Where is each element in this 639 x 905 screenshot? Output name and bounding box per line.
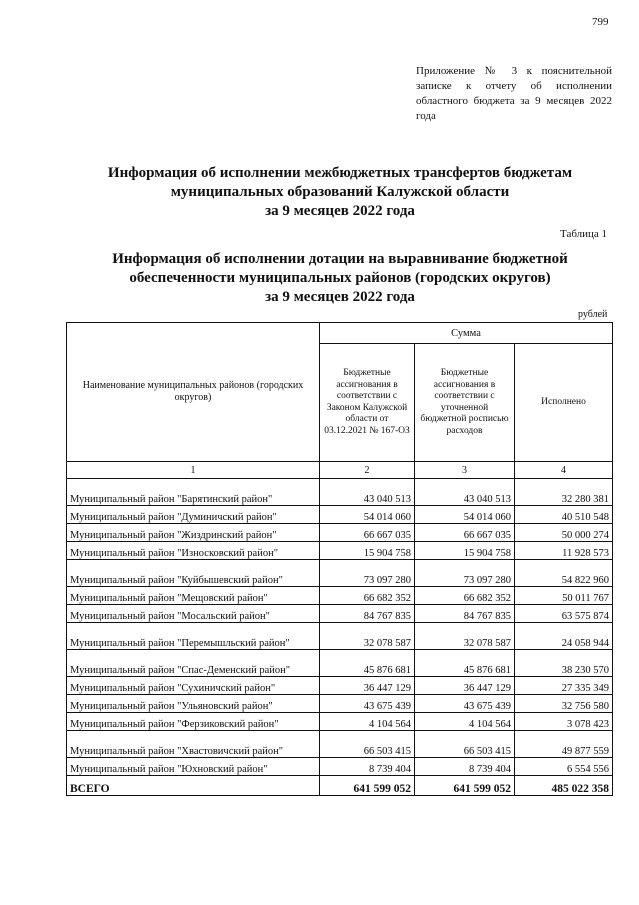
- executed-value: 63 575 874: [515, 605, 613, 623]
- table-row: [67, 479, 613, 506]
- table-row: [67, 524, 613, 542]
- column-number-3: 3: [415, 462, 515, 479]
- revised-allocation-value: 54 014 060: [415, 506, 515, 524]
- district-name: Муниципальный район "Износковский район": [67, 542, 320, 560]
- subtitle-line-3: за 9 месяцев 2022 года: [265, 289, 415, 305]
- executed-value: 24 058 944: [515, 623, 613, 650]
- district-name: Муниципальный район "Хвастовичский район": [67, 731, 320, 758]
- total-executed: 485 022 358: [515, 776, 613, 796]
- revised-allocation-value: 43 675 439: [415, 695, 515, 713]
- table-row: [67, 758, 613, 776]
- law-allocation-value: 4 104 564: [320, 713, 415, 731]
- district-name: Муниципальный район "Спас-Деменский район": [67, 650, 320, 677]
- district-name: Муниципальный район "Барятинский район": [67, 479, 320, 506]
- law-allocation-value: 43 675 439: [320, 695, 415, 713]
- district-name: Муниципальный район "Перемышльский район": [67, 623, 320, 650]
- header-executed: Исполнено: [515, 344, 613, 462]
- revised-allocation-value: 32 078 587: [415, 623, 515, 650]
- revised-allocation-value: 43 040 513: [415, 479, 515, 506]
- district-name: Муниципальный район "Мосальский район": [67, 605, 320, 623]
- header-revised-allocations: Бюджетные ассигнования в соответствии с уточненной бюджетной росписью расходов: [415, 344, 515, 462]
- page-number: 799: [592, 16, 609, 28]
- executed-value: 50 000 274: [515, 524, 613, 542]
- law-allocation-value: 54 014 060: [320, 506, 415, 524]
- column-number-2: 2: [320, 462, 415, 479]
- district-name: Муниципальный район "Куйбышевский район": [67, 560, 320, 587]
- district-name: Муниципальный район "Сухиничский район": [67, 677, 320, 695]
- district-name: Муниципальный район "Жиздринский район": [67, 524, 320, 542]
- law-allocation-value: 43 040 513: [320, 479, 415, 506]
- executed-value: 49 877 559: [515, 731, 613, 758]
- table-title: [40, 250, 639, 307]
- title-line-2: муниципальных образований Калужской области: [170, 184, 510, 200]
- table-row: [67, 677, 613, 695]
- total-revised-allocation: 641 599 052: [415, 776, 515, 796]
- table-row: [67, 623, 613, 650]
- law-allocation-value: 32 078 587: [320, 623, 415, 650]
- executed-value: 3 078 423: [515, 713, 613, 731]
- total-law-allocation: 641 599 052: [320, 776, 415, 796]
- law-allocation-value: 66 682 352: [320, 587, 415, 605]
- executed-value: 54 822 960: [515, 560, 613, 587]
- executed-value: 32 756 580: [515, 695, 613, 713]
- district-name: Муниципальный район "Юхновский район": [67, 758, 320, 776]
- total-row: [67, 776, 613, 796]
- table-row: [67, 650, 613, 677]
- table-row: [67, 713, 613, 731]
- law-allocation-value: 84 767 835: [320, 605, 415, 623]
- table-label: Таблица 1: [560, 228, 608, 240]
- total-label: ВСЕГО: [67, 776, 320, 796]
- revised-allocation-value: 45 876 681: [415, 650, 515, 677]
- table-row: [67, 731, 613, 758]
- executed-value: 6 554 556: [515, 758, 613, 776]
- revised-allocation-value: 66 682 352: [415, 587, 515, 605]
- executed-value: 27 335 349: [515, 677, 613, 695]
- table-row: [67, 587, 613, 605]
- law-allocation-value: 66 503 415: [320, 731, 415, 758]
- title-line-3: за 9 месяцев 2022 года: [265, 203, 415, 219]
- table-row: [67, 542, 613, 560]
- executed-value: 11 928 573: [515, 542, 613, 560]
- table-row: [67, 506, 613, 524]
- law-allocation-value: 73 097 280: [320, 560, 415, 587]
- district-name: Муниципальный район "Мещовский район": [67, 587, 320, 605]
- header-district-name: Наименование муниципальных районов (городских округов): [67, 323, 320, 462]
- revised-allocation-value: 66 503 415: [415, 731, 515, 758]
- revised-allocation-value: 8 739 404: [415, 758, 515, 776]
- revised-allocation-value: 66 667 035: [415, 524, 515, 542]
- document-title: [40, 164, 639, 221]
- district-name: Муниципальный район "Ферзиковский район": [67, 713, 320, 731]
- header-sum: Сумма: [320, 323, 613, 344]
- law-allocation-value: 45 876 681: [320, 650, 415, 677]
- district-name: Муниципальный район "Думиничский район": [67, 506, 320, 524]
- table-row: [67, 560, 613, 587]
- revised-allocation-value: 84 767 835: [415, 605, 515, 623]
- table-row: [67, 605, 613, 623]
- law-allocation-value: 36 447 129: [320, 677, 415, 695]
- header-law-allocations: Бюджетные ассигнования в соответствии с Законом Калужской области от 03.12.2021 № 167-ОЗ: [320, 344, 415, 462]
- subtitle-line-1: Информация об исполнении дотации на выравнивание бюджетной: [112, 251, 568, 267]
- column-number-4: 4: [515, 462, 613, 479]
- district-name: Муниципальный район "Ульяновский район": [67, 695, 320, 713]
- subtitle-line-2: обеспеченности муниципальных районов (городских округов): [129, 270, 551, 286]
- law-allocation-value: 8 739 404: [320, 758, 415, 776]
- law-allocation-value: 66 667 035: [320, 524, 415, 542]
- revised-allocation-value: 4 104 564: [415, 713, 515, 731]
- revised-allocation-value: 73 097 280: [415, 560, 515, 587]
- title-line-1: Информация об исполнении межбюджетных трансфертов бюджетам: [107, 165, 573, 181]
- column-number-1: 1: [67, 462, 320, 479]
- annex-note: Приложение № 3 к пояснительной записке к отчету об исполнении областного бюджета за 9 месяцев 2022 года: [416, 65, 612, 122]
- executed-value: 50 011 767: [515, 587, 613, 605]
- executed-value: 38 230 570: [515, 650, 613, 677]
- table-row: [67, 695, 613, 713]
- executed-value: 40 510 548: [515, 506, 613, 524]
- revised-allocation-value: 36 447 129: [415, 677, 515, 695]
- law-allocation-value: 15 904 758: [320, 542, 415, 560]
- units-label: рублей: [578, 309, 608, 320]
- executed-value: 32 280 381: [515, 479, 613, 506]
- revised-allocation-value: 15 904 758: [415, 542, 515, 560]
- transfers-table: [66, 322, 613, 796]
